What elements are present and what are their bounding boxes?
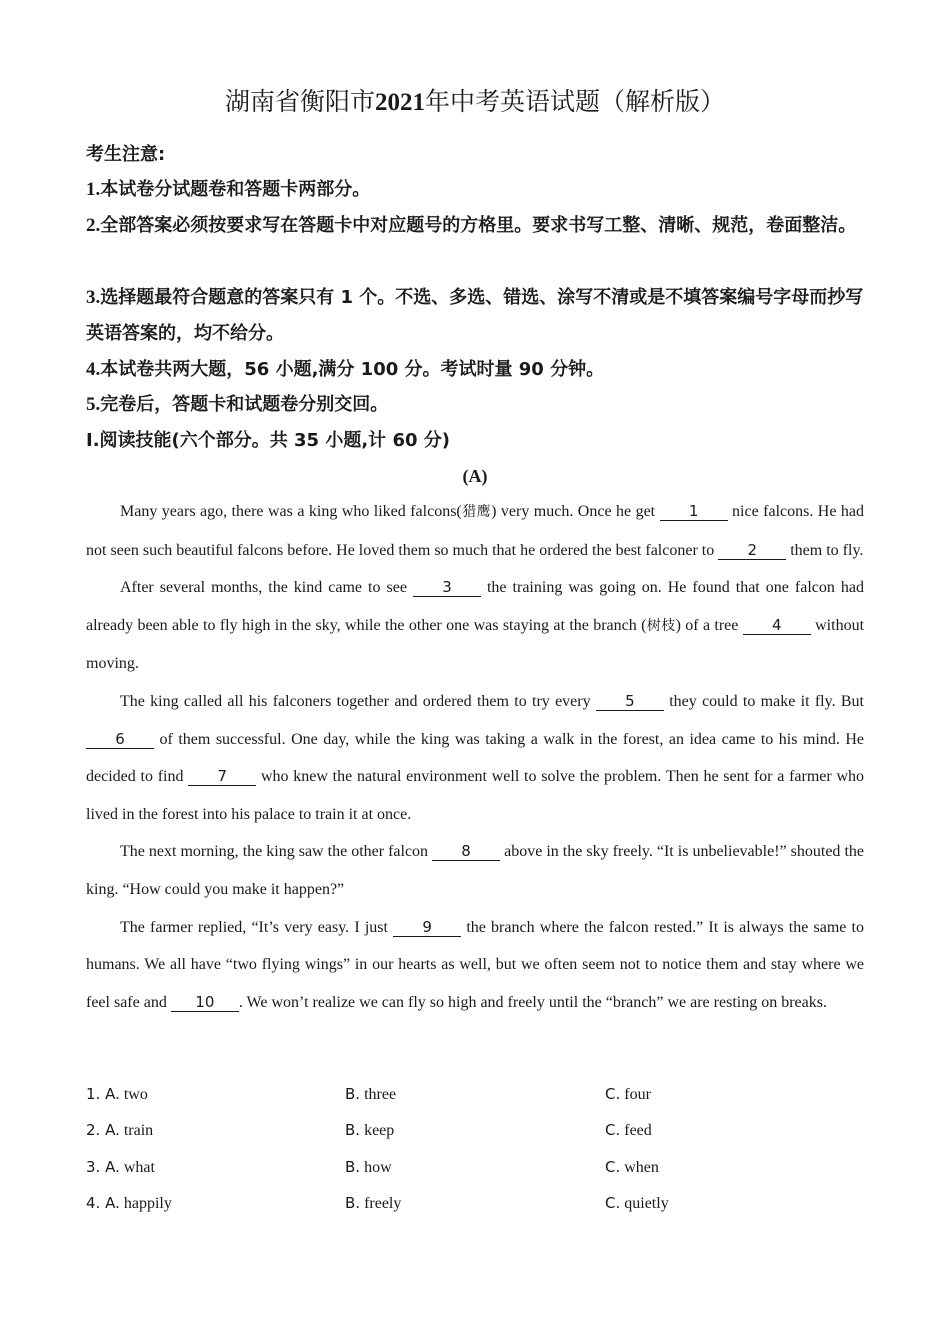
option-text: two	[123, 1086, 148, 1103]
option-text: happily	[123, 1194, 172, 1212]
passage-text: ) of a tree	[675, 616, 743, 634]
passage-text: without moving.	[86, 616, 865, 673]
blank-7: 7	[188, 767, 256, 786]
blank-1: 1	[660, 502, 728, 521]
page-title	[86, 86, 864, 119]
title-year: 2021	[375, 89, 425, 116]
title-prefix: 湖南省衡阳市	[224, 87, 375, 116]
passage-text: above in the sky freely. “It is unbelievable!” shouted the king. “How could you make it happen?”	[86, 843, 864, 898]
passage-text: they could to make it fly. But	[663, 692, 864, 710]
notice-heading: 考生注意:	[86, 144, 166, 165]
option-text: when	[624, 1158, 659, 1176]
option-b[interactable]	[345, 1149, 392, 1186]
option-b[interactable]	[345, 1112, 394, 1149]
option-label: B.	[345, 1193, 361, 1212]
passage-text: them to fly.	[786, 541, 864, 559]
title-suffix: 年中考英语试题（解析版）	[425, 87, 726, 116]
passage-text: Many years ago, there was a king who liked falcons(	[120, 503, 462, 520]
blank-2: 2	[718, 541, 786, 560]
option-label: 1. A.	[86, 1085, 120, 1103]
option-a[interactable]	[86, 1185, 172, 1222]
option-label: 3. A.	[86, 1157, 120, 1176]
blank-6: 6	[86, 730, 154, 749]
chinese-gloss: 猎鹰	[461, 504, 492, 520]
notice-item-1	[86, 172, 864, 208]
blank-5: 5	[596, 692, 664, 711]
paragraph-2	[86, 569, 864, 683]
option-row-1	[86, 1076, 864, 1112]
notice-item-number: 5.	[86, 394, 101, 415]
part-heading: I.阅读技能(六个部分。共 35 小题,计 60 分)	[86, 430, 450, 451]
option-a[interactable]	[86, 1112, 153, 1149]
option-label: 2. A.	[86, 1121, 120, 1140]
passage-text: . We won’t realize we can fly so high and freely until the “branch” we are resting on breaks.	[238, 993, 827, 1011]
paragraph-3	[86, 683, 864, 833]
notice-item-text: 完卷后，答题卡和试题卷分别交回。	[100, 394, 389, 415]
passage-text: The king called all his falconers together and ordered them to try every	[120, 692, 596, 710]
passage-text: After several months, the kind came to see	[120, 579, 413, 597]
option-text: quietly	[624, 1194, 669, 1212]
notice-item-number: 4.	[86, 359, 101, 380]
option-b[interactable]	[345, 1185, 401, 1222]
option-c[interactable]	[605, 1112, 652, 1149]
passage-text: the training was going on. He found that one falcon had already been able to fly high in the sky, while the other one was staying at the branch (	[86, 579, 865, 634]
passage-text: of them successful. One day, while the king was taking a walk in the forest, an idea came to his mind. He decided to find	[86, 730, 864, 786]
chinese-gloss: 树枝	[646, 617, 676, 634]
option-row-3	[86, 1149, 864, 1185]
notice-item-4	[86, 352, 864, 388]
blank-8: 8	[432, 842, 500, 861]
option-text: three	[364, 1086, 397, 1103]
option-text: how	[364, 1158, 392, 1176]
option-b[interactable]	[345, 1076, 396, 1113]
passage-text: the branch where the falcon rested.” It is always the same to humans. We all have “two flying wings” in our hearts as well, but we often seem not to notice them and stay where we feel safe and	[86, 918, 864, 1011]
option-a[interactable]	[86, 1076, 148, 1113]
option-text: freely	[364, 1194, 402, 1212]
option-label: B.	[345, 1157, 361, 1176]
notice-item-number: 1.	[86, 179, 101, 200]
notice-item-text: 选择题最符合题意的答案只有 1 个。不选、多选、错选、涂写不清或是不填答案编号字母而抄写英语答案的，均不给分。	[86, 287, 864, 344]
option-a[interactable]	[86, 1149, 155, 1186]
option-label: C.	[605, 1157, 621, 1176]
blank-9: 9	[393, 918, 461, 937]
notice-item-number: 3.	[86, 287, 101, 308]
notice-item-number: 2.	[86, 215, 101, 236]
notice-item-3	[86, 280, 864, 352]
answer-options	[86, 1076, 864, 1221]
option-row-4	[86, 1185, 864, 1221]
option-c[interactable]	[605, 1076, 651, 1113]
passage-text: The next morning, the king saw the other falcon	[120, 843, 433, 861]
passage-text: nice falcons. He had not seen such beautiful falcons before. He loved them so much that he ordered the best falconer to	[86, 503, 865, 559]
passage-text: The farmer replied, “It’s very easy. I just	[120, 918, 394, 936]
option-text: what	[123, 1158, 155, 1176]
option-label: C.	[605, 1121, 621, 1140]
notice-item-text: 本试卷分试题卷和答题卡两部分。	[100, 179, 371, 200]
option-label: B.	[345, 1121, 361, 1140]
option-text: feed	[624, 1122, 652, 1140]
reading-passage	[86, 493, 864, 1021]
blank-4: 4	[743, 616, 811, 635]
passage-text: who knew the natural environment well to solve the problem. Then he sent for a farmer who lived in the forest into his palace to train it at once.	[86, 768, 865, 823]
option-label: C.	[605, 1085, 621, 1103]
blank-10: 10	[171, 993, 239, 1012]
option-c[interactable]	[605, 1185, 669, 1222]
option-text: keep	[364, 1122, 395, 1140]
notice-item-text: 本试卷共两大题，56 小题,满分 100 分。考试时量 90 分钟。	[100, 359, 605, 380]
blank-3: 3	[413, 578, 481, 597]
option-text: four	[624, 1086, 651, 1103]
paragraph-5	[86, 909, 864, 1022]
option-label: C.	[605, 1193, 621, 1212]
notice-item-2	[86, 208, 864, 244]
section-label: (A)	[462, 466, 488, 486]
option-row-2	[86, 1112, 864, 1148]
paragraph-4	[86, 833, 864, 908]
option-text: train	[123, 1122, 154, 1140]
notice-item-text: 全部答案必须按要求写在答题卡中对应题号的方格里。要求书写工整、清晰、规范，卷面整洁。	[100, 215, 857, 236]
notice-item-5	[86, 387, 864, 423]
option-c[interactable]	[605, 1149, 659, 1186]
passage-text: ) very much. Once he get	[491, 503, 660, 520]
option-label: B.	[345, 1085, 361, 1103]
option-label: 4. A.	[86, 1193, 120, 1212]
paragraph-1	[86, 493, 864, 569]
